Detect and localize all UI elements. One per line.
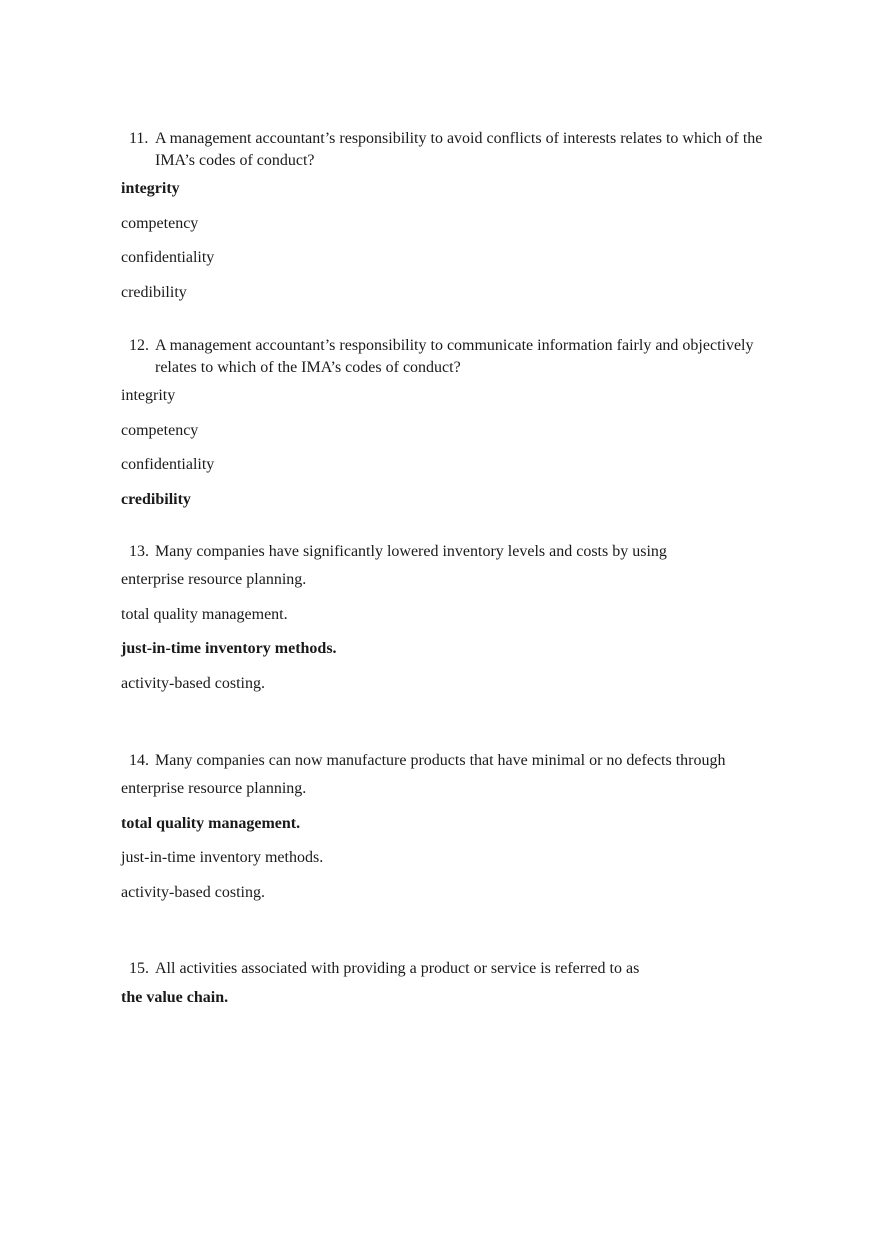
question-text: A management accountant’s responsibility to communicate information fairly and objectively relates to which of the IMA’s codes of conduct? bbox=[155, 337, 754, 376]
answer-option: activity-based costing. bbox=[121, 884, 265, 901]
question-15 bbox=[121, 958, 781, 980]
answer-option: total quality management. bbox=[121, 815, 301, 832]
question-text: Many companies have significantly lowered inventory levels and costs by using bbox=[155, 543, 667, 560]
answer-option: total quality management. bbox=[121, 606, 288, 623]
answer-option: integrity bbox=[121, 180, 180, 197]
answer-option: credibility bbox=[121, 284, 187, 301]
answer-option: just-in-time inventory methods. bbox=[121, 849, 324, 866]
answer-option: credibility bbox=[121, 491, 191, 508]
question-13 bbox=[121, 541, 781, 563]
answer-option: the value chain. bbox=[121, 989, 229, 1006]
answer-option: enterprise resource planning. bbox=[121, 571, 307, 588]
question-number: 13. bbox=[129, 543, 149, 560]
answer-option: just-in-time inventory methods. bbox=[121, 640, 337, 657]
question-14 bbox=[121, 750, 781, 772]
question-text: A management accountant’s responsibility to avoid conflicts of interests relates to which of the IMA’s codes of conduct? bbox=[155, 130, 763, 169]
question-11 bbox=[121, 128, 781, 172]
question-number: 11. bbox=[129, 130, 149, 147]
answer-option: activity-based costing. bbox=[121, 675, 265, 692]
answer-option: enterprise resource planning. bbox=[121, 780, 307, 797]
answer-option: integrity bbox=[121, 387, 176, 404]
question-12 bbox=[121, 335, 781, 379]
question-text: All activities associated with providing a product or service is referred to as bbox=[155, 960, 640, 977]
answer-option: competency bbox=[121, 215, 199, 232]
question-text: Many companies can now manufacture products that have minimal or no defects through bbox=[155, 752, 726, 769]
question-number: 12. bbox=[129, 337, 149, 354]
answer-option: confidentiality bbox=[121, 249, 215, 266]
answer-option: confidentiality bbox=[121, 456, 215, 473]
question-number: 14. bbox=[129, 752, 149, 769]
question-number: 15. bbox=[129, 960, 149, 977]
answer-option: competency bbox=[121, 422, 199, 439]
